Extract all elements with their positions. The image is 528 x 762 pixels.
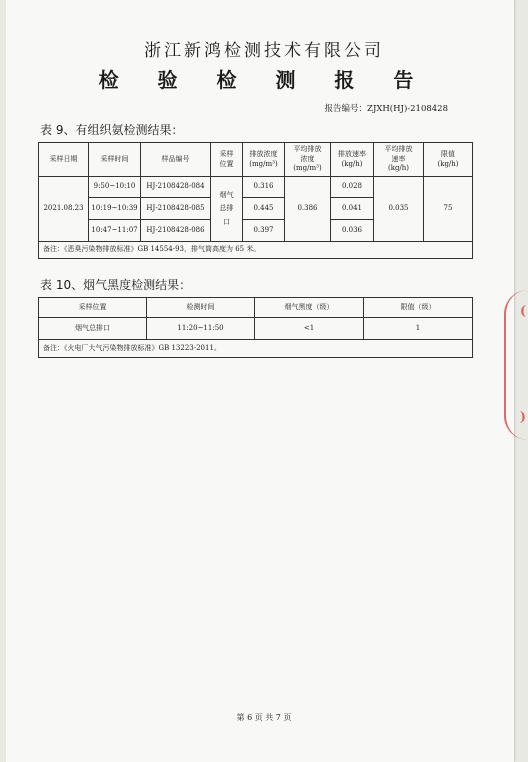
cell-limit: 75 xyxy=(424,177,473,242)
table10-note: 备注：《火电厂大气污染物排放标准》GB 13223-2011。 xyxy=(39,340,473,358)
cell-time: 10:19~10:39 xyxy=(89,198,141,220)
cell-rate: 0.036 xyxy=(331,220,374,242)
cell-limit: 1 xyxy=(364,318,473,340)
table9-header-row xyxy=(39,143,473,177)
cell-time: 9:50~10:10 xyxy=(89,177,141,198)
header-avg-concentration: 平均排放 浓度 (mg/m³) xyxy=(285,143,331,177)
cell-rate: 0.041 xyxy=(331,198,374,220)
header-sample-no: 样品编号 xyxy=(141,143,211,177)
header-location: 采样位置 xyxy=(39,298,147,318)
cell-blackness: <1 xyxy=(255,318,364,340)
table9-title: 表 9、有组织氨检测结果： xyxy=(40,123,184,137)
table10-header-row xyxy=(39,298,473,318)
header-blackness: 烟气黑度（级） xyxy=(255,298,364,318)
table10-note-row xyxy=(39,340,473,358)
header-avg-rate: 平均排放 速率 (kg/h) xyxy=(374,143,424,177)
table9-note-row xyxy=(39,242,473,259)
cell-date: 2021.08.23 xyxy=(39,177,89,242)
company-name: 浙江新鸿检测技术有限公司 xyxy=(144,41,384,61)
seal-stamp-edge: ( ) xyxy=(504,290,528,440)
header-rate: 排放速率 (kg/h) xyxy=(331,143,374,177)
header-limit: 限值（级） xyxy=(364,298,473,318)
header-concentration: 排放浓度 (mg/m³) xyxy=(243,143,285,177)
cell-avg-rate: 0.035 xyxy=(374,177,424,242)
table-row xyxy=(39,318,473,340)
cell-sample-no: HJ-2108428-086 xyxy=(141,220,211,242)
cell-location: 烟气总排口 xyxy=(39,318,147,340)
header-time: 采样时间 xyxy=(89,143,141,177)
cell-sample-no: HJ-2108428-084 xyxy=(141,177,211,198)
header-date: 采样日期 xyxy=(39,143,89,177)
page-number: 第 6 页 共 7 页 xyxy=(236,713,292,722)
cell-concentration: 0.316 xyxy=(243,177,285,198)
header-location: 采样 位置 xyxy=(211,143,243,177)
table-row xyxy=(39,177,473,198)
cell-sample-no: HJ-2108428-085 xyxy=(141,198,211,220)
report-number: 报告编号：ZJXH(HJ)-2108428 xyxy=(324,104,448,114)
header-time: 检测时间 xyxy=(147,298,255,318)
document-title: 检 验 检 测 报 告 xyxy=(98,68,430,92)
table10-title: 表 10、烟气黑度检测结果： xyxy=(40,278,192,292)
header-limit: 限值 (kg/h) xyxy=(424,143,473,177)
cell-avg-concentration: 0.386 xyxy=(285,177,331,242)
table9-ammonia-results xyxy=(38,142,473,259)
cell-location: 烟气 总排 口 xyxy=(211,177,243,242)
table10-smoke-blackness xyxy=(38,297,473,358)
table9-note: 备注：《恶臭污染物排放标准》GB 14554-93，排气筒高度为 65 米。 xyxy=(39,242,473,259)
cell-concentration: 0.445 xyxy=(243,198,285,220)
cell-time: 10:47~11:07 xyxy=(89,220,141,242)
cell-concentration: 0.397 xyxy=(243,220,285,242)
cell-rate: 0.028 xyxy=(331,177,374,198)
cell-time: 11:20~11:50 xyxy=(147,318,255,340)
report-page xyxy=(6,0,514,762)
